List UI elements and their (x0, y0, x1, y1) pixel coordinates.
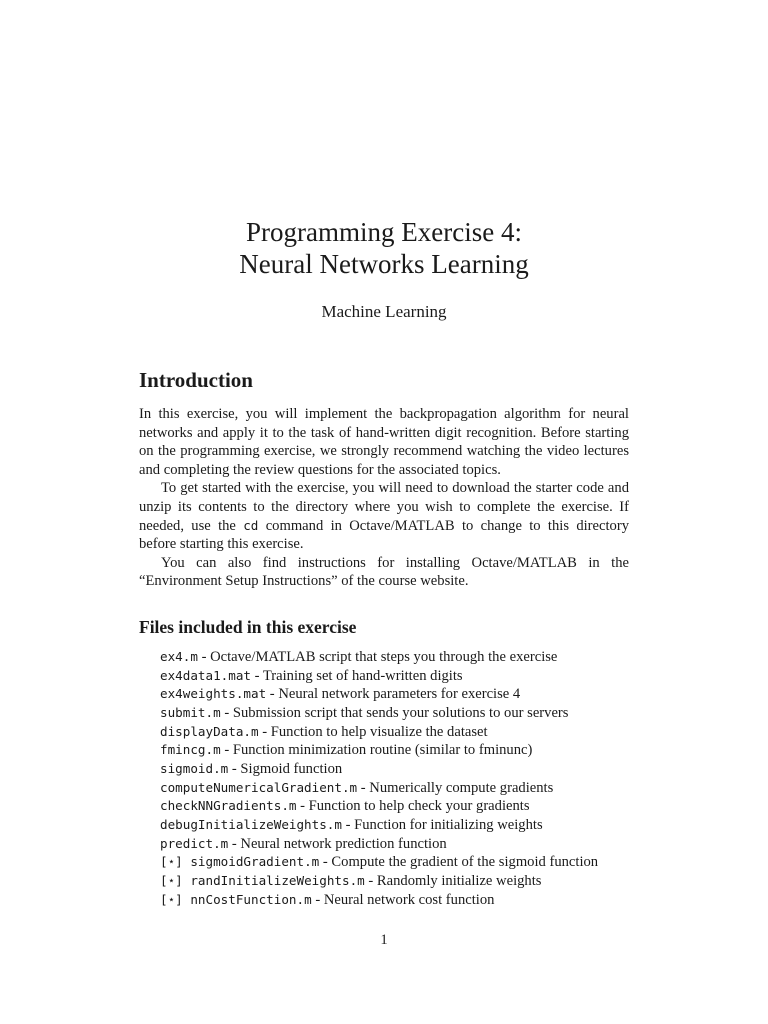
file-name: predict.m (160, 835, 229, 851)
file-name: debugInitializeWeights.m (160, 816, 342, 832)
cd-command-code: cd (243, 517, 259, 533)
title-line-2: Neural Networks Learning (239, 249, 529, 279)
file-list-item (160, 685, 640, 704)
intro-paragraph-2 (139, 479, 629, 553)
file-description: - Randomly initialize weights (364, 872, 542, 889)
intro-paragraph-3: You can also find instructions for installing Octave/MATLAB in the “Environment Setup Instructions” of the course website. (139, 554, 629, 590)
file-list-item (160, 741, 640, 760)
document-subtitle: Machine Learning (321, 302, 447, 321)
file-description: - Function minimization routine (similar to fminunc) (220, 742, 533, 759)
file-description: - Submission script that sends your solutions to our servers (220, 704, 569, 721)
file-list-item (160, 816, 640, 835)
file-name: fmincg.m (160, 742, 221, 758)
page-number: 1 (380, 932, 388, 948)
document-title (0, 216, 768, 280)
file-description: - Numerically compute gradients (357, 779, 554, 796)
title-line-1: Programming Exercise 4: (246, 217, 522, 247)
file-list-item (160, 704, 640, 723)
file-name: submit.m (160, 704, 221, 720)
file-description: - Function to help check your gradients (296, 798, 530, 815)
file-list-item (160, 853, 640, 872)
file-list-item (160, 667, 640, 686)
required-marker: [⋆] (160, 891, 191, 907)
file-name: ex4.m (160, 649, 198, 664)
file-name: checkNNGradients.m (160, 798, 297, 814)
intro-paragraph-2-text-b: command in Octave/MATLAB to change to this directory before starting this exercise. (139, 517, 630, 553)
file-list-item (160, 760, 640, 779)
file-list-item (160, 648, 640, 667)
file-name: nnCostFunction.m (190, 891, 312, 907)
file-description: - Neural network prediction function (228, 835, 447, 852)
file-name: sigmoidGradient.m (190, 854, 320, 870)
file-list-item (160, 723, 640, 742)
introduction-body (139, 405, 629, 591)
file-description: - Function to help visualize the dataset (258, 723, 488, 740)
file-name: computeNumericalGradient.m (160, 779, 358, 795)
required-marker: [⋆] (160, 872, 191, 888)
file-list-item (160, 891, 640, 910)
file-name: displayData.m (160, 723, 259, 739)
file-name: randInitializeWeights.m (190, 872, 365, 888)
intro-paragraph-1: In this exercise, you will implement the backpropagation algorithm for neural networks and apply it to the task of hand-written digit recognition. Before starting on the programming exercise, we strongly recommend watching the video lectures and completing the review questions for the associated topics. (139, 406, 629, 478)
file-description: - Training set of hand-written digits (251, 667, 463, 684)
intro-paragraph-2-text-a: To get started with the exercise, you will need to download the starter code and unzip its contents to the directory where you wish to complete the exercise. If needed, use the (139, 480, 629, 534)
file-description: - Function for initializing weights (341, 816, 543, 833)
file-description: - Octave/MATLAB script that steps you through the exercise (197, 649, 558, 665)
files-heading: Files included in this exercise (139, 617, 357, 637)
file-list-item (160, 797, 640, 816)
file-description: - Neural network parameters for exercise 4 (266, 686, 521, 703)
file-description: - Compute the gradient of the sigmoid function (319, 854, 599, 871)
file-list (160, 648, 640, 909)
file-description: - Neural network cost function (311, 891, 495, 908)
required-marker: [⋆] (160, 854, 191, 870)
file-list-item (160, 835, 640, 854)
file-name: sigmoid.m (160, 760, 229, 776)
file-description: - Sigmoid function (228, 760, 343, 777)
file-name: ex4data1.mat (160, 667, 251, 683)
file-name: ex4weights.mat (160, 686, 267, 702)
file-list-item (160, 779, 640, 798)
introduction-heading: Introduction (139, 368, 253, 392)
file-list-item (160, 872, 640, 891)
